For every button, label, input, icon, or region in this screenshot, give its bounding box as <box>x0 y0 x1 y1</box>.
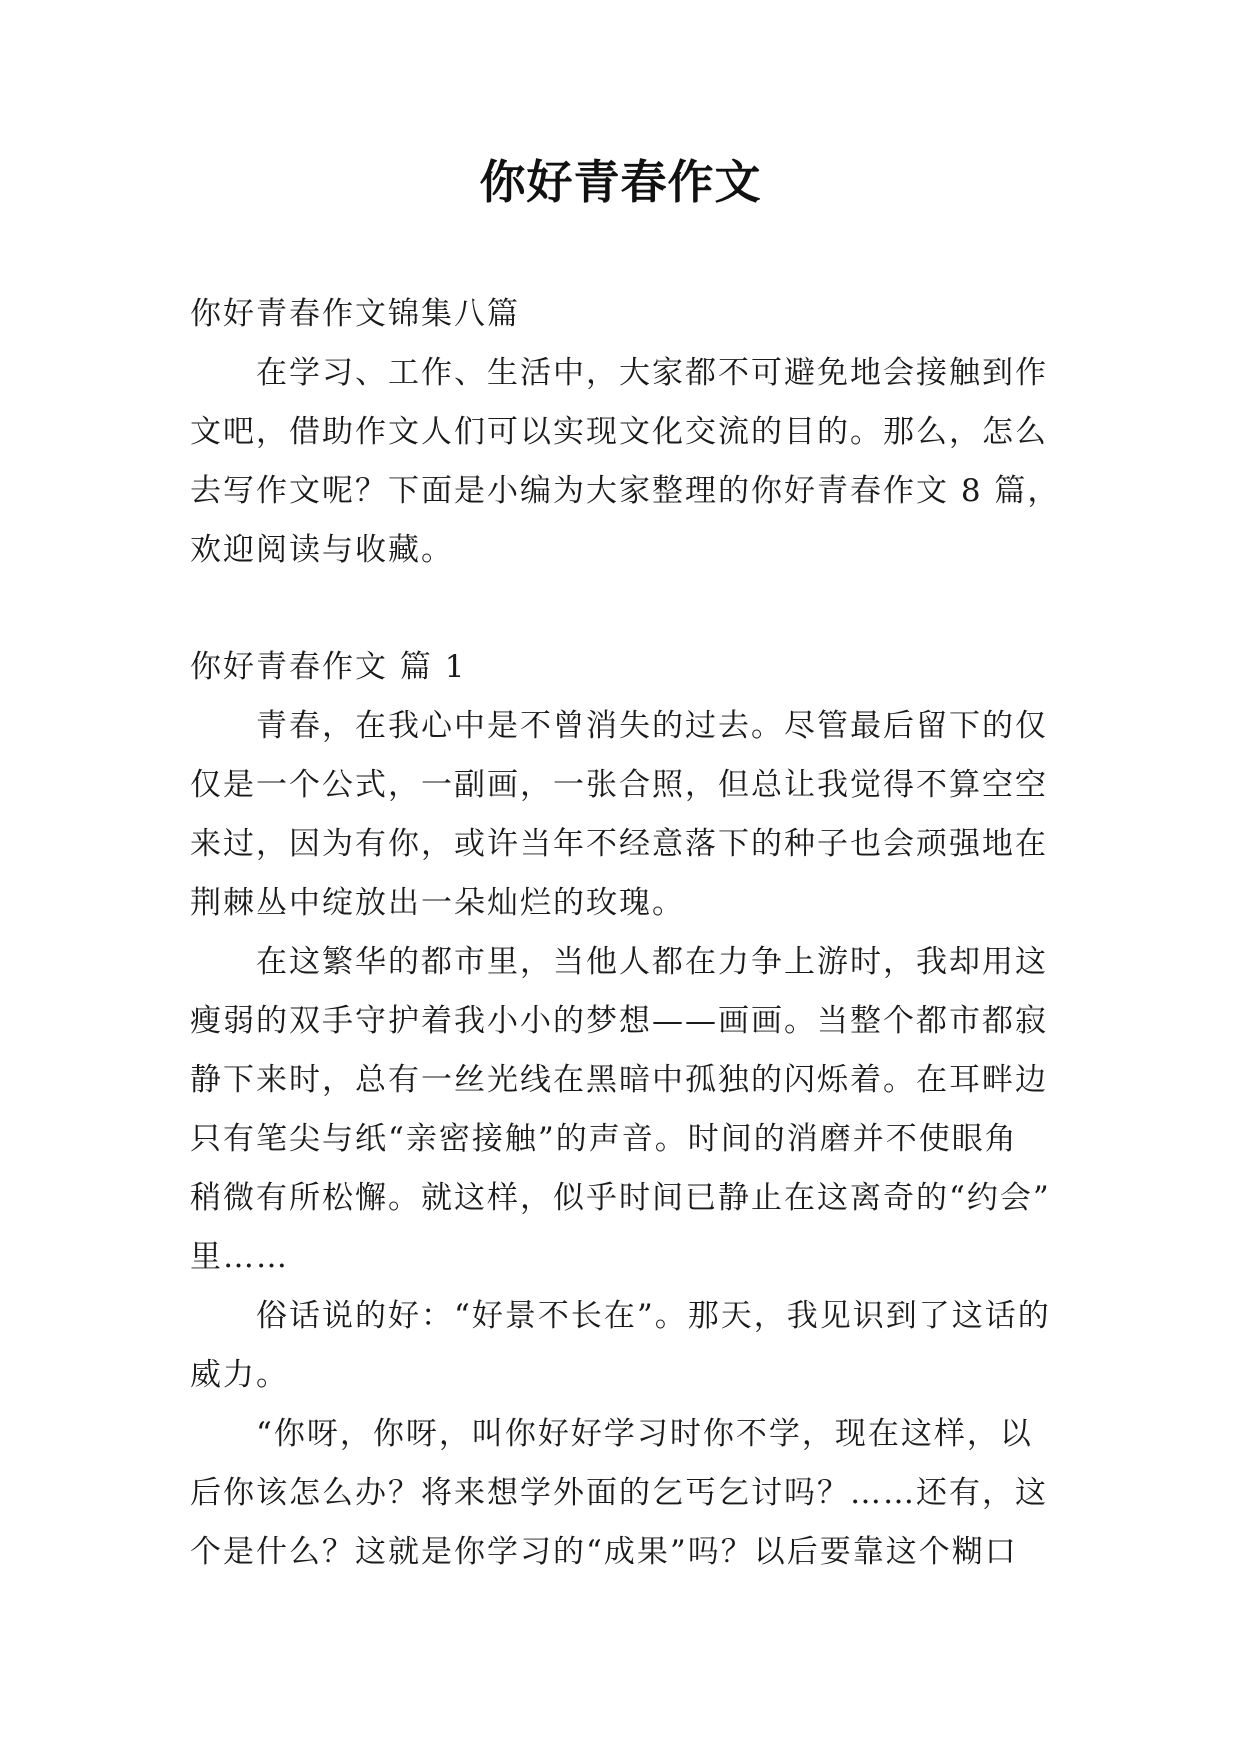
intro-line: 在学习、工作、生活中，大家都不可避免地会接触到作 <box>256 355 1048 391</box>
paragraph-line: 荆棘丛中绽放出一朵灿烂的玫瑰。 <box>190 885 685 921</box>
paragraph-1 <box>190 697 1050 933</box>
paragraph-line: 个是什么？这就是你学习的“成果”吗？以后要靠这个糊口 <box>190 1534 1018 1570</box>
document-body <box>190 285 1061 1582</box>
paragraph-line: 稍微有所松懈。就这样，似乎时间已静止在这离奇的“约会” <box>190 1180 1051 1216</box>
document-title: 你好青春作文 <box>479 155 762 209</box>
paragraph-4 <box>190 1405 1050 1582</box>
paragraph-line: 后你该怎么办？将来想学外面的乞丐乞讨吗？……还有，这 <box>190 1475 1048 1511</box>
paragraph-line: 只有笔尖与纸“亲密接触”的声音。时间的消磨并不使眼角 <box>190 1121 1018 1157</box>
paragraph-line: “你呀，你呀，叫你好好学习时你不学，现在这样，以 <box>256 1416 1033 1452</box>
intro-line: 去写作文呢？下面是小编为大家整理的你好青春作文 8 篇， <box>190 473 1061 509</box>
paragraph-line: 仅是一个公式，一副画，一张合照，但总让我觉得不算空空 <box>190 767 1048 803</box>
paragraph-line: 在这繁华的都市里，当他人都在力争上游时，我却用这 <box>256 944 1048 980</box>
paragraph-2 <box>190 933 1050 1287</box>
intro-paragraph <box>190 344 1061 580</box>
paragraph-line: 里…… <box>190 1239 289 1275</box>
paragraph-line: 威力。 <box>190 1357 289 1393</box>
paragraph-line: 青春，在我心中是不曾消失的过去。尽管最后留下的仅 <box>256 708 1048 744</box>
paragraph-line: 瘦弱的双手守护着我小小的梦想——画画。当整个都市都寂 <box>190 1003 1048 1039</box>
section-heading: 你好青春作文 篇 1 <box>190 649 467 685</box>
intro-line: 欢迎阅读与收藏。 <box>190 532 454 568</box>
paragraph-3 <box>190 1287 1050 1405</box>
paragraph-line: 俗话说的好：“好景不长在”。那天，我见识到了这话的 <box>256 1298 1051 1334</box>
paragraph-line: 静下来时，总有一丝光线在黑暗中孤独的闪烁着。在耳畔边 <box>190 1062 1048 1098</box>
intro-line: 文吧，借助作文人们可以实现文化交流的目的。那么，怎么 <box>190 414 1048 450</box>
document-subtitle: 你好青春作文锦集八篇 <box>190 296 520 332</box>
section-spacer <box>190 580 1050 638</box>
paragraph-line: 来过，因为有你，或许当年不经意落下的种子也会顽强地在 <box>190 826 1048 862</box>
